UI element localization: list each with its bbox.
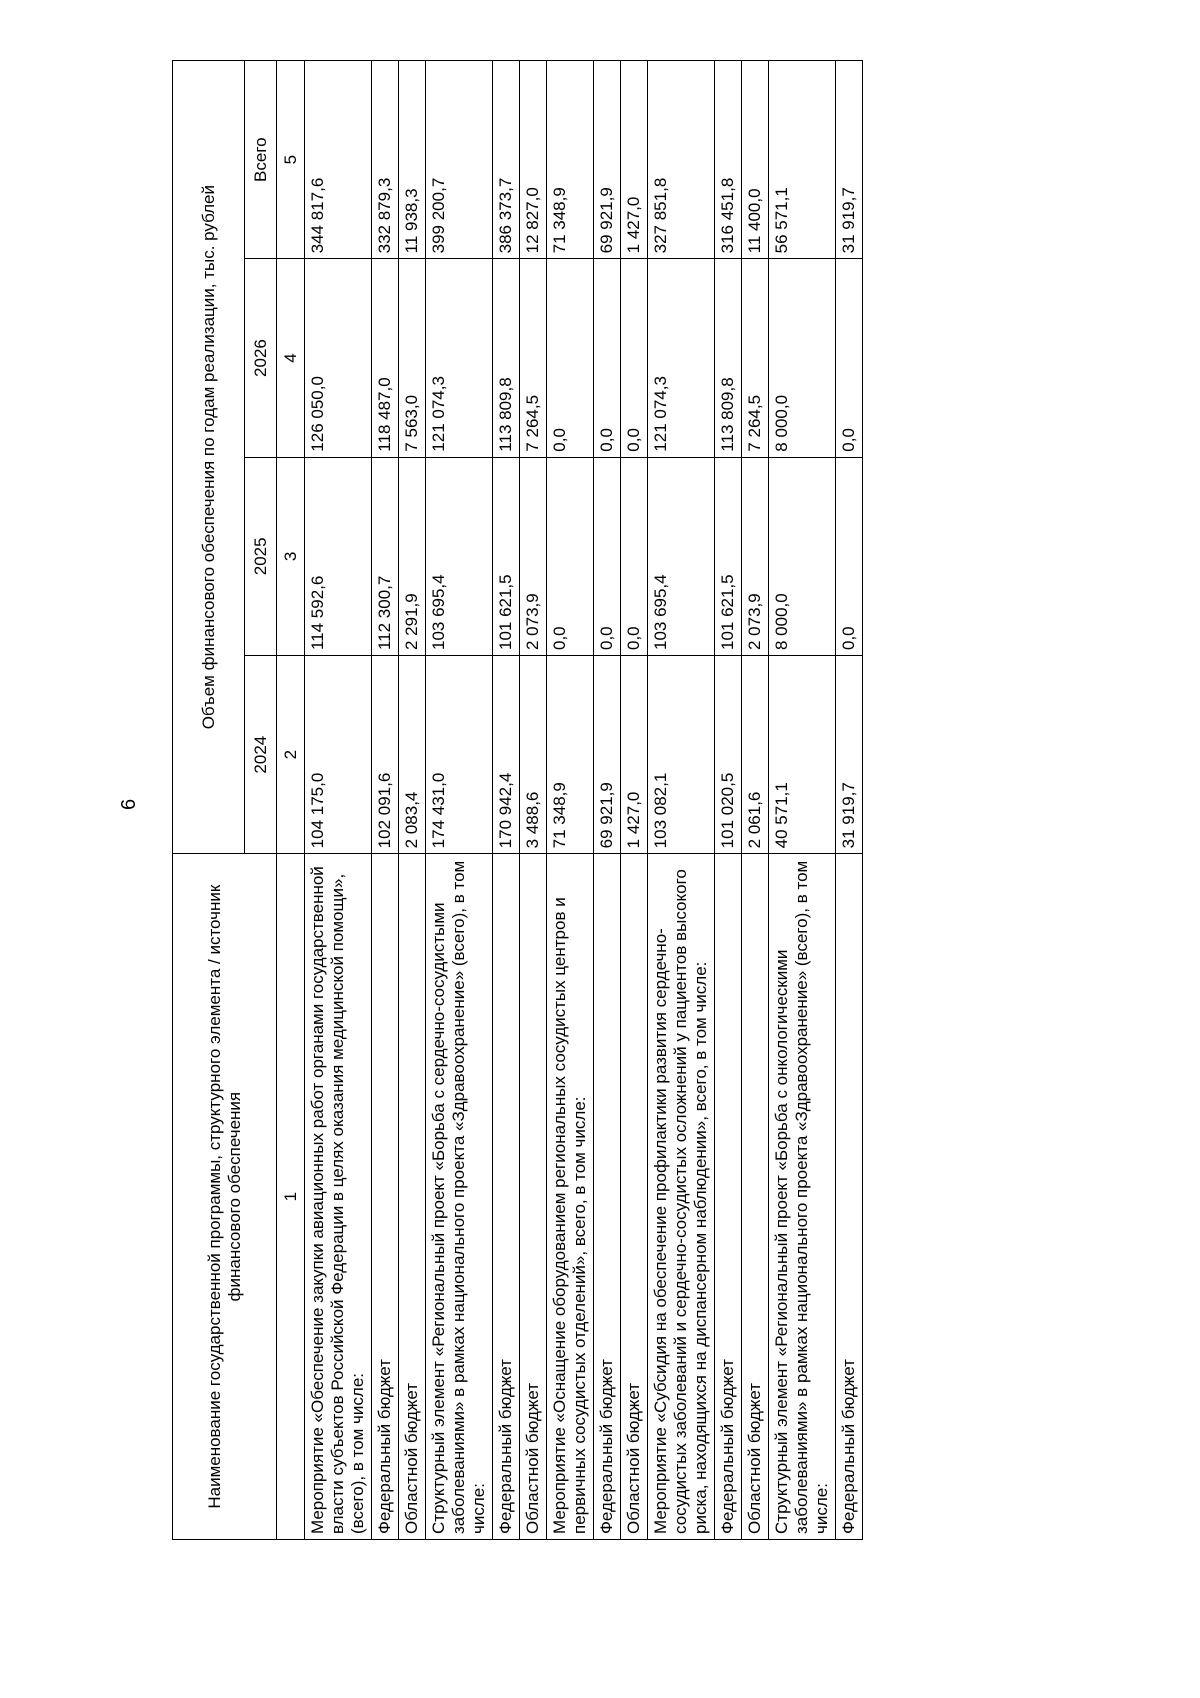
value-cell-v2026: 7 264,5 xyxy=(520,259,547,457)
value-cell-total: 1 427,0 xyxy=(621,61,648,259)
value-cell-v2024: 3 488,6 xyxy=(520,656,547,854)
value-cell-v2025: 0,0 xyxy=(547,457,594,655)
value-cell-v2024: 2 083,4 xyxy=(399,656,426,854)
value-cell-v2024: 71 348,9 xyxy=(547,656,594,854)
value-cell-v2025: 103 695,4 xyxy=(648,457,715,655)
value-cell-total: 71 348,9 xyxy=(547,61,594,259)
value-cell-v2025: 8 000,0 xyxy=(769,457,836,655)
value-cell-total: 327 851,8 xyxy=(648,61,715,259)
value-cell-total: 344 817,6 xyxy=(305,61,372,259)
header-name-column: Наименование государственной программы, структурного элемента / источник финансового обеспечения xyxy=(173,854,277,1540)
row-name-cell: Федеральный бюджет xyxy=(594,854,621,1540)
column-number: 4 xyxy=(277,259,305,457)
table-row xyxy=(621,61,648,1540)
row-name-cell: Областной бюджет xyxy=(621,854,648,1540)
value-cell-v2024: 69 921,9 xyxy=(594,656,621,854)
page-number: 6 xyxy=(118,798,140,810)
value-cell-v2026: 118 487,0 xyxy=(372,259,399,457)
value-cell-v2026: 113 809,8 xyxy=(493,259,520,457)
column-number: 3 xyxy=(277,457,305,655)
value-cell-v2025: 112 300,7 xyxy=(372,457,399,655)
value-cell-v2025: 2 073,9 xyxy=(520,457,547,655)
value-cell-total: 69 921,9 xyxy=(594,61,621,259)
row-name-cell: Структурный элемент «Региональный проект «Борьба с онкологическими заболеваниями» в рамках национального проекта «Здравоохранение» (всего), в том числе: xyxy=(769,854,836,1540)
value-cell-v2025: 0,0 xyxy=(594,457,621,655)
column-number: 1 xyxy=(277,854,305,1540)
value-cell-total: 386 373,7 xyxy=(493,61,520,259)
row-name-cell: Федеральный бюджет xyxy=(836,854,863,1540)
value-cell-v2024: 31 919,7 xyxy=(836,656,863,854)
row-name-cell: Мероприятие «Субсидия на обеспечение профилактики развития сердечно-сосудистых заболеваний и сердечно-сосудистых осложнений у пациентов высокого риска, находящихся на диспансерном наблюдении», всего, в том числе: xyxy=(648,854,715,1540)
value-cell-v2024: 102 091,6 xyxy=(372,656,399,854)
value-cell-total: 332 879,3 xyxy=(372,61,399,259)
value-cell-v2026: 0,0 xyxy=(547,259,594,457)
table-row xyxy=(305,61,372,1540)
table-row xyxy=(594,61,621,1540)
rotated-table-container xyxy=(172,60,1052,1540)
value-cell-total: 11 400,0 xyxy=(742,61,769,259)
table-row xyxy=(520,61,547,1540)
value-cell-v2026: 121 074,3 xyxy=(426,259,493,457)
row-name-cell: Федеральный бюджет xyxy=(715,854,742,1540)
value-cell-v2026: 8 000,0 xyxy=(769,259,836,457)
table-row xyxy=(547,61,594,1540)
financing-table xyxy=(172,60,863,1540)
header-total: Всего xyxy=(245,61,277,259)
value-cell-v2025: 2 073,9 xyxy=(742,457,769,655)
column-number: 2 xyxy=(277,656,305,854)
value-cell-v2024: 103 082,1 xyxy=(648,656,715,854)
row-name-cell: Областной бюджет xyxy=(399,854,426,1540)
table-row xyxy=(493,61,520,1540)
value-cell-v2024: 170 942,4 xyxy=(493,656,520,854)
table-row xyxy=(648,61,715,1540)
table-row xyxy=(836,61,863,1540)
value-cell-v2024: 2 061,6 xyxy=(742,656,769,854)
value-cell-v2024: 1 427,0 xyxy=(621,656,648,854)
table-row xyxy=(742,61,769,1540)
value-cell-v2024: 40 571,1 xyxy=(769,656,836,854)
table-row xyxy=(426,61,493,1540)
value-cell-v2025: 0,0 xyxy=(621,457,648,655)
table-row xyxy=(769,61,836,1540)
value-cell-v2025: 2 291,9 xyxy=(399,457,426,655)
value-cell-v2026: 0,0 xyxy=(836,259,863,457)
table-row xyxy=(372,61,399,1540)
column-number: 5 xyxy=(277,61,305,259)
value-cell-v2025: 114 592,6 xyxy=(305,457,372,655)
value-cell-total: 11 938,3 xyxy=(399,61,426,259)
value-cell-v2026: 0,0 xyxy=(621,259,648,457)
row-name-cell: Федеральный бюджет xyxy=(372,854,399,1540)
header-year-2025: 2025 xyxy=(245,457,277,655)
value-cell-total: 399 200,7 xyxy=(426,61,493,259)
value-cell-v2025: 101 621,5 xyxy=(493,457,520,655)
header-year-2024: 2024 xyxy=(245,656,277,854)
row-name-cell: Областной бюджет xyxy=(520,854,547,1540)
row-name-cell: Мероприятие «Оснащение оборудованием региональных сосудистых центров и первичных сосудистых отделений», всего, в том числе: xyxy=(547,854,594,1540)
row-name-cell: Мероприятие «Обеспечение закупки авиационных работ органами государственной власти субъектов Российской Федерации в целях оказания медицинской помощи», (всего), в том числе: xyxy=(305,854,372,1540)
value-cell-v2025: 101 621,5 xyxy=(715,457,742,655)
value-cell-v2026: 7 264,5 xyxy=(742,259,769,457)
value-cell-v2024: 104 175,0 xyxy=(305,656,372,854)
header-year-2026: 2026 xyxy=(245,259,277,457)
value-cell-total: 56 571,1 xyxy=(769,61,836,259)
row-name-cell: Областной бюджет xyxy=(742,854,769,1540)
value-cell-v2026: 126 050,0 xyxy=(305,259,372,457)
value-cell-v2024: 101 020,5 xyxy=(715,656,742,854)
value-cell-v2026: 113 809,8 xyxy=(715,259,742,457)
row-name-cell: Федеральный бюджет xyxy=(493,854,520,1540)
table-row xyxy=(399,61,426,1540)
value-cell-v2025: 103 695,4 xyxy=(426,457,493,655)
row-name-cell: Структурный элемент «Региональный проект «Борьба с сердечно-сосудистыми заболеваниями» в рамках национального проекта «Здравоохранение» (всего), в том числе: xyxy=(426,854,493,1540)
value-cell-total: 31 919,7 xyxy=(836,61,863,259)
value-cell-v2026: 0,0 xyxy=(594,259,621,457)
value-cell-total: 12 827,0 xyxy=(520,61,547,259)
table-row xyxy=(715,61,742,1540)
value-cell-v2026: 121 074,3 xyxy=(648,259,715,457)
value-cell-v2024: 174 431,0 xyxy=(426,656,493,854)
value-cell-v2026: 7 563,0 xyxy=(399,259,426,457)
value-cell-total: 316 451,8 xyxy=(715,61,742,259)
table-body xyxy=(305,61,863,1540)
header-volume: Объем финансового обеспечения по годам реализации, тыс. рублей xyxy=(173,61,245,854)
value-cell-v2025: 0,0 xyxy=(836,457,863,655)
